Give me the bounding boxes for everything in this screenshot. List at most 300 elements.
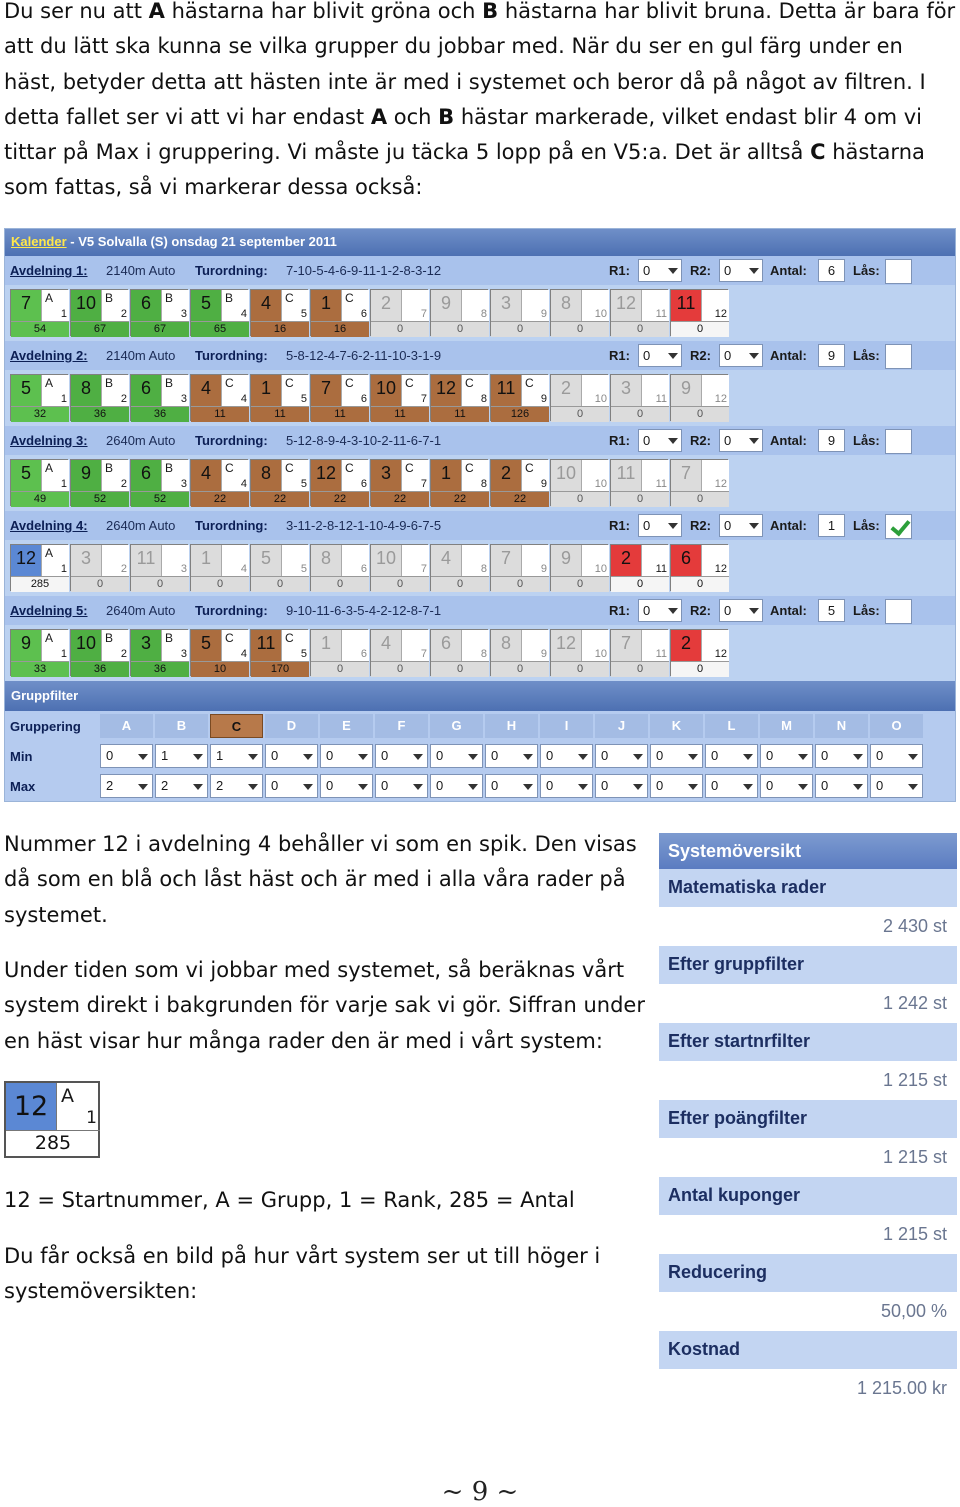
horse-count: 11 <box>251 406 309 422</box>
max-select[interactable] <box>595 774 648 798</box>
horse-tile[interactable] <box>70 459 128 506</box>
chevron-down-icon <box>138 754 148 760</box>
horse-count: 0 <box>551 576 609 592</box>
min-select[interactable] <box>100 744 153 768</box>
horse-group-cell <box>41 630 69 661</box>
horse-group: C <box>225 631 234 645</box>
overview-label: Kostnad <box>659 1331 957 1369</box>
order-label: Turordning: <box>195 263 268 278</box>
horse-count: 170 <box>251 661 309 677</box>
horse-tile[interactable] <box>430 459 488 506</box>
horse-tile[interactable] <box>250 629 308 676</box>
order-label: Turordning: <box>195 433 268 448</box>
system-overview-item <box>659 1331 957 1408</box>
chevron-down-icon <box>303 784 313 790</box>
horse-number: 1 <box>251 375 281 406</box>
horse-tile[interactable] <box>70 629 128 676</box>
max-value: 0 <box>711 778 719 793</box>
horse-tile[interactable] <box>370 289 428 336</box>
group-header-m[interactable]: M <box>760 714 813 738</box>
min-value: 0 <box>546 748 554 763</box>
horse-group-cell <box>641 290 669 321</box>
chevron-down-icon <box>668 608 678 614</box>
horse-count: 0 <box>491 661 549 677</box>
antal-value: 9 <box>818 429 845 452</box>
chevron-down-icon <box>798 754 808 760</box>
horse-tile[interactable] <box>610 289 668 336</box>
race-name-link[interactable]: Avdelning 2: <box>10 348 88 363</box>
horse-rank: 5 <box>300 308 307 320</box>
horse-tile[interactable] <box>130 374 188 421</box>
chevron-down-icon <box>633 784 643 790</box>
r1-value: 0 <box>643 603 651 618</box>
grouping-cells <box>100 714 923 738</box>
r1-select[interactable] <box>638 514 682 537</box>
race-name-link[interactable]: Avdelning 1: <box>10 263 88 278</box>
horse-rank: 7 <box>420 478 427 490</box>
chevron-down-icon <box>633 754 643 760</box>
horse-tile[interactable] <box>250 374 308 421</box>
horse-tile[interactable] <box>70 544 128 591</box>
r1-select[interactable] <box>638 344 682 367</box>
horse-rank: 12 <box>714 393 727 405</box>
horse-count: 22 <box>191 491 249 507</box>
horse-tile[interactable] <box>610 544 668 591</box>
lock-checkbox[interactable] <box>885 599 912 624</box>
horse-count: 0 <box>611 576 669 592</box>
horse-count: 52 <box>131 491 189 507</box>
horse-tile[interactable] <box>490 544 548 591</box>
horse-tile[interactable] <box>550 289 608 336</box>
las-label: Lås: <box>853 263 880 278</box>
horse-number: 12 <box>431 375 461 406</box>
chevron-down-icon <box>578 784 588 790</box>
horse-tile[interactable] <box>310 289 368 336</box>
horse-tile[interactable] <box>430 289 488 336</box>
horse-number: 4 <box>191 460 221 491</box>
horse-rank: 1 <box>60 393 67 405</box>
min-select[interactable] <box>760 744 813 768</box>
horse-tile[interactable] <box>490 374 548 421</box>
group-header-l[interactable]: L <box>705 714 758 738</box>
horse-tile[interactable] <box>370 544 428 591</box>
horse-number: 11 <box>251 630 281 661</box>
horse-count: 36 <box>131 406 189 422</box>
min-value: 0 <box>326 748 334 763</box>
horse-count: 126 <box>491 406 549 422</box>
race-distance: 2140m Auto <box>106 348 176 363</box>
horse-number: 7 <box>491 545 521 576</box>
horse-group-cell <box>101 375 129 406</box>
max-select[interactable] <box>705 774 758 798</box>
r1-select[interactable] <box>638 259 682 282</box>
group-header-n[interactable]: N <box>815 714 868 738</box>
min-select[interactable] <box>705 744 758 768</box>
horse-number: 12 <box>311 460 341 491</box>
chevron-down-icon <box>749 268 759 274</box>
max-select[interactable] <box>100 774 153 798</box>
min-select[interactable] <box>265 744 318 768</box>
horse-number: 9 <box>671 375 701 406</box>
horse-tile[interactable] <box>70 289 128 336</box>
system-overview-item <box>659 1254 957 1331</box>
horse-group-cell <box>221 460 249 491</box>
r2-select[interactable] <box>719 344 763 367</box>
horse-group-cell <box>101 460 129 491</box>
r2-select[interactable] <box>719 599 763 622</box>
horse-group: B <box>225 291 234 305</box>
r2-select[interactable] <box>719 514 763 537</box>
races-container <box>5 256 955 681</box>
horse-number: 4 <box>251 290 281 321</box>
horse-rank: 7 <box>420 648 427 660</box>
horse-number: 5 <box>191 290 221 321</box>
horse-group-cell <box>701 290 729 321</box>
max-select[interactable] <box>210 774 263 798</box>
max-select[interactable] <box>815 774 868 798</box>
horse-tile[interactable] <box>670 629 728 676</box>
min-select[interactable] <box>650 744 703 768</box>
lock-checkbox[interactable] <box>885 514 912 539</box>
max-value: 0 <box>326 778 334 793</box>
race-header <box>5 426 955 455</box>
race-section <box>5 426 955 511</box>
chevron-down-icon <box>853 754 863 760</box>
max-select[interactable] <box>870 774 923 798</box>
horse-rank: 3 <box>180 648 187 660</box>
horse-tile[interactable] <box>310 374 368 421</box>
horse-count: 36 <box>131 661 189 677</box>
horse-count: 52 <box>71 491 129 507</box>
horse-tile[interactable] <box>610 629 668 676</box>
horse-group: C <box>285 461 294 475</box>
horse-tile[interactable] <box>670 459 728 506</box>
chevron-down-icon <box>668 523 678 529</box>
race-name-link[interactable]: Avdelning 5: <box>10 603 88 618</box>
horse-tile[interactable] <box>70 374 128 421</box>
group-header-o[interactable]: O <box>870 714 923 738</box>
horse-tile[interactable] <box>490 629 548 676</box>
min-value: 1 <box>161 748 169 763</box>
horse-group: A <box>45 291 54 305</box>
max-select[interactable] <box>650 774 703 798</box>
min-select[interactable] <box>430 744 483 768</box>
chevron-down-icon <box>468 754 478 760</box>
chevron-down-icon <box>578 754 588 760</box>
r1-select[interactable] <box>638 429 682 452</box>
group-header-c[interactable]: C <box>210 714 263 738</box>
horse-tile[interactable] <box>190 544 248 591</box>
horse-count: 0 <box>371 321 429 337</box>
horse-rank: 8 <box>480 563 487 575</box>
min-select[interactable] <box>870 744 923 768</box>
horse-group-cell <box>41 290 69 321</box>
horse-tile[interactable] <box>610 374 668 421</box>
horse-count: 33 <box>11 661 69 677</box>
max-value: 0 <box>546 778 554 793</box>
horse-number: 1 <box>431 460 461 491</box>
horse-count: 11 <box>371 406 429 422</box>
horse-group-cell <box>281 460 309 491</box>
min-select[interactable] <box>375 744 428 768</box>
max-select[interactable] <box>155 774 208 798</box>
r1-value: 0 <box>643 348 651 363</box>
horse-number: 2 <box>671 630 701 661</box>
horse-group: C <box>345 461 354 475</box>
horse-count: 67 <box>71 321 129 337</box>
order-label: Turordning: <box>195 348 268 363</box>
group-header-f[interactable]: F <box>375 714 428 738</box>
min-select[interactable] <box>815 744 868 768</box>
horse-rank: 7 <box>420 393 427 405</box>
horse-group-cell <box>41 460 69 491</box>
horse-group-cell <box>341 630 369 661</box>
group-header-e[interactable]: E <box>320 714 373 738</box>
min-select[interactable] <box>210 744 263 768</box>
horse-count: 0 <box>371 576 429 592</box>
max-value: 0 <box>821 778 829 793</box>
r2-select[interactable] <box>719 429 763 452</box>
lock-checkbox[interactable] <box>885 344 912 369</box>
horse-tile[interactable] <box>610 459 668 506</box>
horse-group: C <box>465 376 474 390</box>
horse-tile[interactable] <box>10 629 68 676</box>
race-section <box>5 596 955 681</box>
max-select[interactable] <box>265 774 318 798</box>
horse-group: C <box>225 376 234 390</box>
group-header-b[interactable]: B <box>155 714 208 738</box>
horse-list <box>10 629 728 676</box>
r1-select[interactable] <box>638 599 682 622</box>
min-select[interactable] <box>540 744 593 768</box>
antal-label: Antal: <box>770 348 807 363</box>
r1-label: R1: <box>609 348 630 363</box>
horse-rank: 5 <box>300 478 307 490</box>
horse-count: 0 <box>131 576 189 592</box>
horse-group-cell <box>281 375 309 406</box>
horse-count: 0 <box>431 661 489 677</box>
horse-rank: 1 <box>60 648 67 660</box>
max-select[interactable] <box>375 774 428 798</box>
horse-number: 6 <box>131 290 161 321</box>
horse-group: A <box>45 631 54 645</box>
horse-group-cell <box>341 375 369 406</box>
horse-tile[interactable] <box>550 544 608 591</box>
horse-number: 9 <box>71 460 101 491</box>
horse-count: 0 <box>551 321 609 337</box>
horse-tile[interactable] <box>250 289 308 336</box>
horse-rank: 9 <box>540 648 547 660</box>
r2-label: R2: <box>690 433 711 448</box>
horse-tile[interactable] <box>130 459 188 506</box>
horse-rank: 12 <box>714 308 727 320</box>
overview-paragraph: Du får också en bild på hur vårt system ser ut till höger i systemöversikten: <box>4 1244 601 1304</box>
horse-rank: 11 <box>655 648 667 660</box>
horse-count: 54 <box>11 321 69 337</box>
max-select[interactable] <box>760 774 813 798</box>
horse-rank: 3 <box>180 478 187 490</box>
min-value: 0 <box>381 748 389 763</box>
horse-tile[interactable] <box>250 544 308 591</box>
group-header-a[interactable]: A <box>100 714 153 738</box>
race-name-link[interactable]: Avdelning 3: <box>10 433 88 448</box>
horse-tile[interactable] <box>310 629 368 676</box>
horse-tile[interactable] <box>190 459 248 506</box>
horse-tile[interactable] <box>550 459 608 506</box>
horse-tile[interactable] <box>190 374 248 421</box>
horse-tile[interactable] <box>10 459 68 506</box>
race-order: 9-10-11-6-3-5-4-2-12-8-7-1 <box>286 603 442 618</box>
group-header-h[interactable]: H <box>485 714 538 738</box>
horse-group: A <box>45 546 54 560</box>
horse-rank: 5 <box>300 563 307 575</box>
horse-group: A <box>45 376 54 390</box>
horse-tile[interactable] <box>430 374 488 421</box>
horse-group-cell <box>581 290 609 321</box>
horse-group: B <box>105 376 114 390</box>
chevron-down-icon <box>248 754 258 760</box>
horse-group-cell <box>221 290 249 321</box>
horse-tile[interactable] <box>490 459 548 506</box>
lock-checkbox[interactable] <box>885 259 912 284</box>
horse-group-cell <box>281 630 309 661</box>
max-value: 2 <box>106 778 114 793</box>
horse-tile[interactable] <box>370 629 428 676</box>
group-header-g[interactable]: G <box>430 714 483 738</box>
race-panel <box>4 228 956 802</box>
horse-tile[interactable] <box>190 289 248 336</box>
overview-label: Reducering <box>659 1254 957 1292</box>
horse-number: 3 <box>131 630 161 661</box>
min-select[interactable] <box>155 744 208 768</box>
horse-number: 9 <box>551 545 581 576</box>
horse-tile[interactable] <box>670 289 728 336</box>
chevron-down-icon <box>908 754 918 760</box>
horse-count: 22 <box>491 491 549 507</box>
race-name-link[interactable]: Avdelning 4: <box>10 518 88 533</box>
group-header-d[interactable]: D <box>265 714 318 738</box>
horse-number: 10 <box>551 460 581 491</box>
horse-group-cell <box>641 460 669 491</box>
min-value: 0 <box>656 748 664 763</box>
race-section <box>5 341 955 426</box>
horse-tile[interactable] <box>10 544 68 591</box>
min-select[interactable] <box>320 744 373 768</box>
horse-tile[interactable] <box>130 629 188 676</box>
horse-tile[interactable] <box>430 629 488 676</box>
antal-value: 6 <box>818 259 845 282</box>
horse-number: 12 <box>611 290 641 321</box>
horse-count: 0 <box>671 406 729 422</box>
horse-tile[interactable] <box>430 544 488 591</box>
horse-group: B <box>165 461 174 475</box>
horse-rank: 12 <box>714 648 727 660</box>
horse-number: 8 <box>311 545 341 576</box>
horse-tile[interactable] <box>130 544 188 591</box>
max-select[interactable] <box>540 774 593 798</box>
page-number: ~ 9 ~ <box>441 1477 519 1507</box>
horse-tile[interactable] <box>370 374 428 421</box>
overview-label: Efter poängfilter <box>659 1100 957 1138</box>
horse-number: 1 <box>311 290 341 321</box>
horse-group-cell <box>281 290 309 321</box>
group-header-j[interactable]: J <box>595 714 648 738</box>
max-select[interactable] <box>320 774 373 798</box>
horse-group-cell <box>521 460 549 491</box>
horse-number: 6 <box>431 630 461 661</box>
horse-tile[interactable] <box>550 374 608 421</box>
horse-tile[interactable] <box>10 374 68 421</box>
horse-number: 11 <box>671 290 701 321</box>
min-select[interactable] <box>595 744 648 768</box>
horse-tile[interactable] <box>130 289 188 336</box>
horse-tile[interactable] <box>310 544 368 591</box>
race-section <box>5 256 955 341</box>
horse-number: 3 <box>71 545 101 576</box>
horse-number: 6 <box>671 545 701 576</box>
horse-number: 10 <box>71 630 101 661</box>
horse-group-cell <box>581 545 609 576</box>
horse-number: 11 <box>131 545 161 576</box>
horse-count: 0 <box>491 576 549 592</box>
min-value: 0 <box>876 748 884 763</box>
horse-count: 0 <box>671 321 729 337</box>
r2-select[interactable] <box>719 259 763 282</box>
horse-tile[interactable] <box>550 629 608 676</box>
horse-count: 0 <box>251 576 309 592</box>
chevron-down-icon <box>358 754 368 760</box>
horse-count: 0 <box>71 576 129 592</box>
horse-group-cell <box>161 630 189 661</box>
antal-value: 5 <box>818 599 845 622</box>
race-order: 5-8-12-4-7-6-2-11-10-3-1-9 <box>286 348 442 363</box>
chevron-down-icon <box>798 784 808 790</box>
horse-tile[interactable] <box>190 629 248 676</box>
group-header-i[interactable]: I <box>540 714 593 738</box>
horse-count: 65 <box>191 321 249 337</box>
horse-number: 4 <box>431 545 461 576</box>
chevron-down-icon <box>523 784 533 790</box>
horse-tile[interactable] <box>670 544 728 591</box>
horse-rank: 4 <box>240 393 247 405</box>
horse-count: 285 <box>11 576 69 592</box>
horse-tile[interactable] <box>370 459 428 506</box>
lock-checkbox[interactable] <box>885 429 912 454</box>
horse-count: 36 <box>71 661 129 677</box>
overview-value: 50,00 % <box>659 1292 957 1331</box>
horse-group-cell <box>401 545 429 576</box>
group-header-k[interactable]: K <box>650 714 703 738</box>
horse-group-cell <box>701 630 729 661</box>
horse-tile[interactable] <box>310 459 368 506</box>
horse-tile[interactable] <box>250 459 308 506</box>
horse-tile[interactable] <box>10 289 68 336</box>
horse-count: 67 <box>131 321 189 337</box>
system-overview-item <box>659 1023 957 1100</box>
horse-group: C <box>405 376 414 390</box>
horse-number: 6 <box>131 460 161 491</box>
max-select[interactable] <box>485 774 538 798</box>
race-header <box>5 341 955 370</box>
calendar-link[interactable]: Kalender <box>11 234 67 249</box>
horse-tile[interactable] <box>490 289 548 336</box>
max-select[interactable] <box>430 774 483 798</box>
horse-count: 0 <box>671 661 729 677</box>
race-order: 7-10-5-4-6-9-11-1-2-8-3-12 <box>286 263 442 278</box>
min-select[interactable] <box>485 744 538 768</box>
horse-group-cell <box>101 290 129 321</box>
horse-tile[interactable] <box>670 374 728 421</box>
